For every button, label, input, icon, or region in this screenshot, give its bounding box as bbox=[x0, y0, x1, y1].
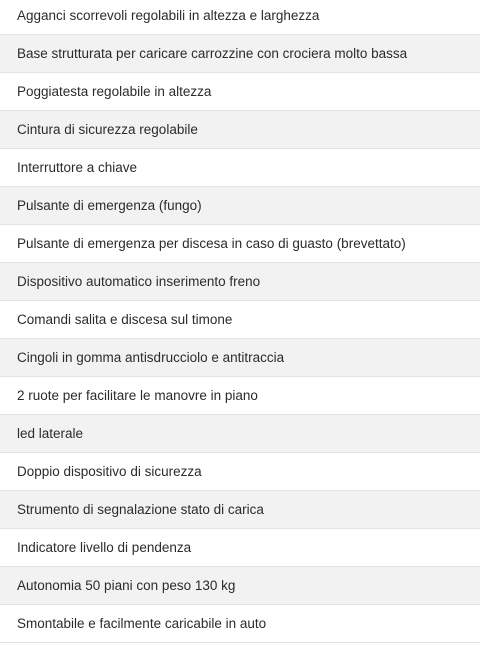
feature-cell: Base strutturata per caricare carrozzine con crociera molto bassa bbox=[0, 35, 480, 73]
feature-cell: Pulsante di emergenza per discesa in caso di guasto (brevettato) bbox=[0, 225, 480, 263]
feature-cell: Comandi salita e discesa sul timone bbox=[0, 301, 480, 339]
table-row bbox=[0, 605, 480, 643]
table-row bbox=[0, 187, 480, 225]
table-row bbox=[0, 453, 480, 491]
feature-cell: Smontabile e facilmente caricabile in auto bbox=[0, 605, 480, 643]
table-row bbox=[0, 415, 480, 453]
table-row bbox=[0, 0, 480, 35]
table-row bbox=[0, 149, 480, 187]
feature-cell: Doppio dispositivo di sicurezza bbox=[0, 453, 480, 491]
feature-cell: Autonomia 50 piani con peso 130 kg bbox=[0, 567, 480, 605]
feature-cell: led laterale bbox=[0, 415, 480, 453]
table-row bbox=[0, 377, 480, 415]
feature-cell: Poggiatesta regolabile in altezza bbox=[0, 73, 480, 111]
table-row bbox=[0, 111, 480, 149]
table-row bbox=[0, 263, 480, 301]
table-row bbox=[0, 35, 480, 73]
table-row bbox=[0, 491, 480, 529]
feature-cell: Agganci scorrevoli regolabili in altezza e larghezza bbox=[0, 0, 480, 35]
feature-cell: Pulsante di emergenza (fungo) bbox=[0, 187, 480, 225]
table-row bbox=[0, 225, 480, 263]
table-row bbox=[0, 567, 480, 605]
table-row bbox=[0, 301, 480, 339]
table-row bbox=[0, 339, 480, 377]
feature-cell: Indicatore livello di pendenza bbox=[0, 529, 480, 567]
feature-cell: 2 ruote per facilitare le manovre in piano bbox=[0, 377, 480, 415]
feature-cell: Cingoli in gomma antisdrucciolo e antitraccia bbox=[0, 339, 480, 377]
feature-cell: Dispositivo automatico inserimento freno bbox=[0, 263, 480, 301]
feature-cell: Strumento di segnalazione stato di carica bbox=[0, 491, 480, 529]
table-row bbox=[0, 529, 480, 567]
table-row bbox=[0, 73, 480, 111]
feature-cell: Interruttore a chiave bbox=[0, 149, 480, 187]
feature-cell: Cintura di sicurezza regolabile bbox=[0, 111, 480, 149]
